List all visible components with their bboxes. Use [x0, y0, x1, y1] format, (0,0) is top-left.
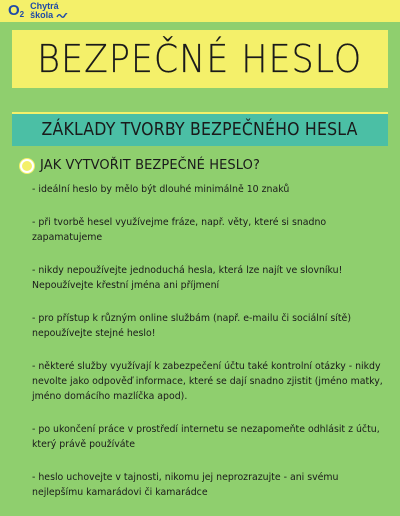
- logo-line-1: Chytrá: [30, 1, 59, 11]
- list-item: - heslo uchovejte v tajnosti, nikomu jej neprozrazujte - ani svému nejlepšímu kamarádovi či kamarádce: [32, 472, 339, 498]
- list-item: - po ukončení práce v prostředí internetu se nezapomeňte odhlásit z účtu, který právě používáte: [32, 424, 380, 450]
- brand-sub: 2: [19, 10, 25, 19]
- brand-letter: O: [8, 2, 20, 19]
- list-item: - nikdy nepoužívejte jednoduchá hesla, která lze najít ve slovníku! Nepoužívejte křestní jména ani příjmení: [32, 265, 343, 291]
- list-item: - pro přístup k různým online službám (např. e-mailu či sociální sítě) nepoužívejte stejné heslo!: [32, 313, 351, 339]
- section-subtitle: ZÁKLADY TVORBY BEZPEČNÉHO HESLA: [42, 120, 358, 140]
- bullet-circle-icon: [20, 159, 34, 173]
- question-heading: [20, 158, 260, 173]
- logo-text: [30, 2, 68, 20]
- o2-chytra-skola-logo: [8, 0, 68, 22]
- title-band: [12, 30, 388, 88]
- tips-list: [32, 182, 388, 500]
- list-item: - některé služby využívají k zabezpečení účtu také kontrolní otázky - nikdy nevolte jako odpověď informace, které se dají snadno zjistit (jméno matky, jméno domácího mazlíčka apod).: [32, 361, 383, 402]
- hero-area: [0, 22, 400, 96]
- wave-icon: [56, 12, 68, 20]
- question-text: JAK VYTVOŘIT BEZPEČNÉ HESLO?: [40, 158, 260, 173]
- logo-line-2: škola: [30, 10, 54, 20]
- logo-row: [30, 11, 68, 20]
- list-item: - při tvorbě hesel využívejme fráze, např. věty, které si snadno zapamatujeme: [32, 217, 327, 243]
- list-item: - ideální heslo by mělo být dlouhé minimálně 10 znaků: [32, 184, 290, 195]
- section-subheader: [12, 112, 388, 146]
- page-title: BEZPEČNÉ HESLO: [37, 37, 363, 81]
- o2-brand: [8, 3, 24, 19]
